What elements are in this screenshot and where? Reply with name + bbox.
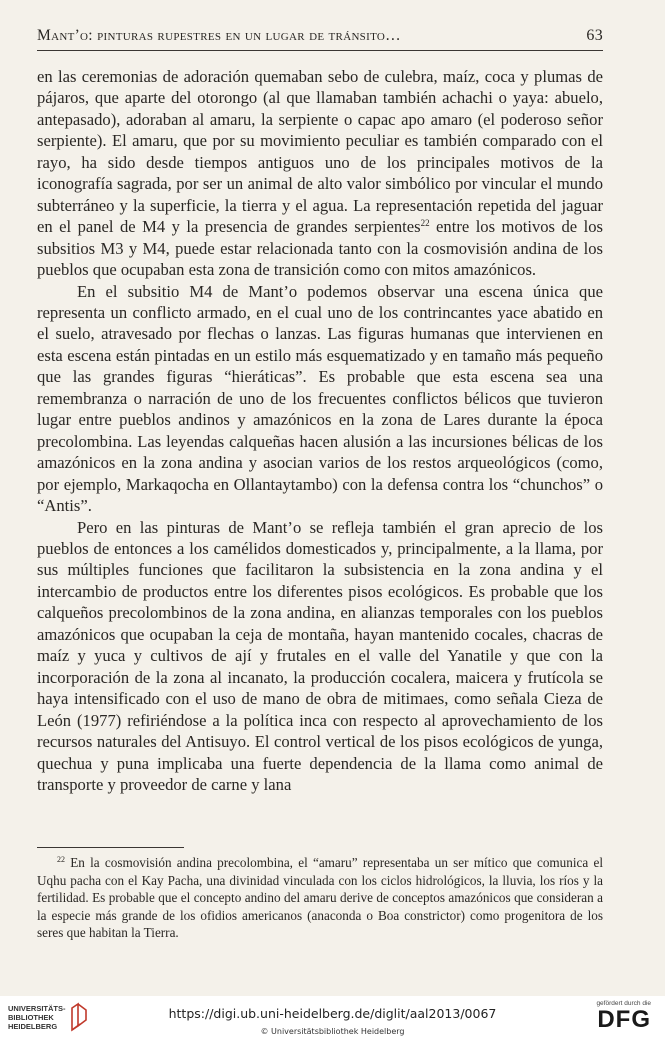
- dfg-wordmark: DFG: [597, 1006, 651, 1033]
- header-rule: [37, 50, 603, 51]
- footnote-rule: [37, 847, 184, 848]
- running-title: Mant’o: pinturas rupestres en un lugar de tránsito…: [37, 27, 401, 44]
- funding-note: gefördert durch die: [596, 1000, 651, 1007]
- body-text: [37, 66, 603, 795]
- library-logo-text: UNIVERSITÄTS- BIBLIOTHEK HEIDELBERG: [8, 1004, 66, 1031]
- page-number: 63: [586, 27, 603, 44]
- paragraph-2: En el subsitio M4 de Mant’o podemos observar una escena única que representa un conflicto armado, en el cual uno de los contrincantes yace abatido en el suelo, atravesado por flechas o lanzas. Las figuras humanas que intervienen en esta escena están pintadas en un estilo más esquematizado y en tamaño más pequeño que las grandes figuras “hieráticas”. Es probable que esta escena sea una remembranza o narración de uno de los frecuentes conflictos bélicos que tuvieron lugar entre pueblos andinos y amazónicos en la zona de Lares durante la época precolombina. Las leyendas calqueñas hacen alusión a las incursiones bélicas de los amazónicos en la zona andina y asocian varios de los restos arqueológicos (como, por ejemplo, Markaqocha en Ollantaytambo) con la defensa contra los “chunchos” o “Antis”.: [37, 281, 603, 516]
- running-head: [37, 27, 603, 45]
- dfg-logo: [596, 1000, 651, 1032]
- footnote-ref-22[interactable]: 22: [420, 218, 430, 229]
- footnote-number: 22: [57, 855, 65, 864]
- digitization-footer: [0, 996, 665, 1044]
- permalink-url[interactable]: https://digi.ub.uni-heidelberg.de/diglit/aal2013/0067: [168, 1006, 497, 1021]
- footnote-text: En la cosmovisión andina precolombina, el “amaru” representaba un ser mítico que comunica el Uqhu pacha con el Kay Pacha, una divinidad vinculada con los ciclos hidrológicos, la lluvia, los ríos y la fertilidad. Es probable que el concepto andino del amaru derive de conceptos amazónicos que consideran a la especie más grande de los ofidios americanos (anaconda o Boa constrictor) como progenitora de los seres que habitan la Tierra.: [37, 855, 603, 941]
- paragraph-1: en las ceremonias de adoración quemaban sebo de culebra, maíz, coca y plumas de pájaros, que aparte del otorongo (al que llamaban también achachi o yaya: abuelo, antepasado), adoraban al amaru, la serpiente o capac apo amaro (el poderoso señor serpiente). El amaru, que por su movimiento peculiar es también comparado con el rayo, ha sido desde tiempos antiguos uno de los principales motivos de la iconografía sagrada, por ser un animal de alto valor simbólico por vincular el mundo subterráneo y la superficie, la tierra y el agua. La representación repetida del jaguar en el panel de M4 y la presencia de grandes serpientes$^{22}$ entre los motivos de los subsitios M3 y M4, puede estar relacionada tanto con la cosmovisión andina de los pueblos que ocupaban esta zona de transición como con mitos amazónicos.: [37, 67, 603, 280]
- paragraph-3: Pero en las pinturas de Mant’o se refleja también el gran aprecio de los pueblos de entonces a los camélidos domesticados y, principalmente, a la llama, por sus múltiples funciones que facilitaron la subsistencia en la zona andina y el intercambio de productos entre los diferentes pisos ecológicos. Es probable que los calqueños precolombinos de la zona andina, en alianzas temporales con los pueblos amazónicos que ocupaban la ceja de montaña, hayan mantenido cocales, chacras de maíz y yuca y cultivos de ají y frutales en el valle del Yanatile y que con la incorporación de la zona al incanato, la producción cocalera, maicera y frutícola se haya intensificado con el uso de mano de obra de mitimaes, como señala Cieza de León (1977) refiriéndose a la política inca con respecto al aprovechamiento de los recursos naturales del Antisuyo. El control vertical de los pisos ecológicos de yunga, quechua y puna implicaba una fuerte dependencia de la llama como animal de transporte y proveedor de carne y lana: [37, 517, 603, 794]
- footnote-22: [37, 854, 603, 942]
- copyright-notice: © Universitätsbibliothek Heidelberg: [260, 1027, 405, 1036]
